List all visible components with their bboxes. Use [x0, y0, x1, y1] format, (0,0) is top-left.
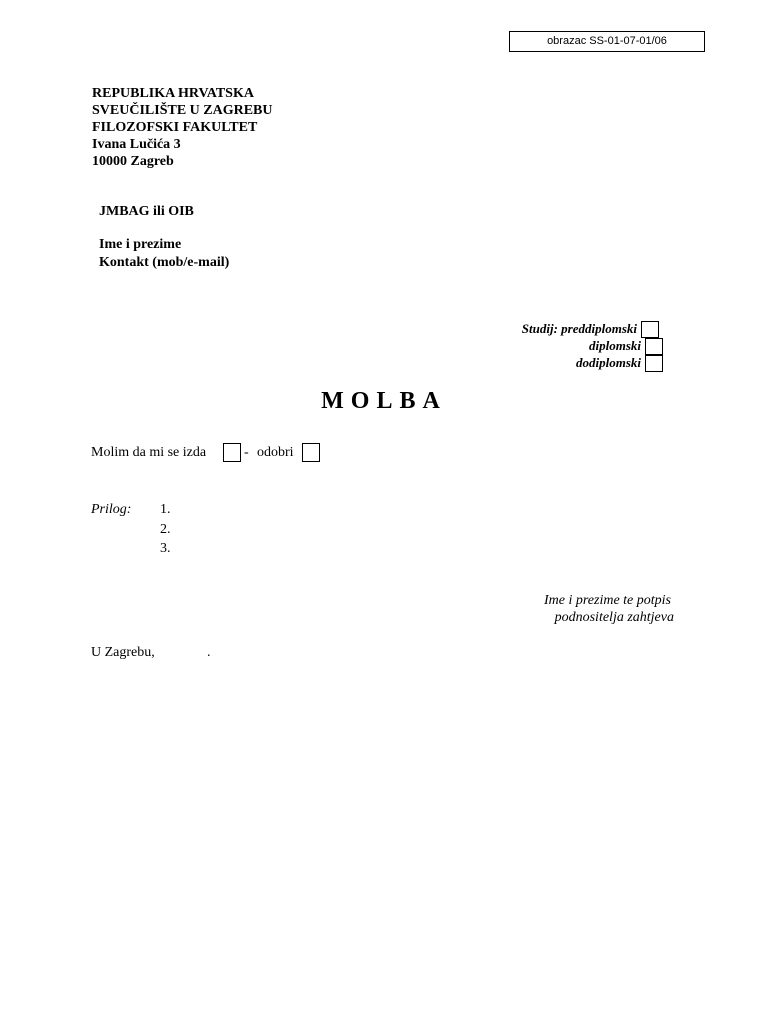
form-code-box: obrazac SS-01-07-01/06: [509, 31, 705, 52]
request-odobri-text: odobri: [257, 445, 294, 460]
izda-checkbox[interactable]: [223, 443, 241, 462]
studij-preddiplomski-checkbox[interactable]: [641, 321, 659, 338]
odobri-checkbox[interactable]: [302, 443, 320, 462]
document-title: MOLBA: [321, 388, 447, 414]
place-label: U Zagrebu,: [91, 645, 155, 660]
studij-dodiplomski-checkbox[interactable]: [645, 355, 663, 372]
date-dot: .: [207, 645, 211, 660]
signature-line-1: Ime i prezime te potpis: [543, 593, 671, 608]
header-line-faculty: FILOZOFSKI FAKULTET: [92, 120, 258, 135]
field-name-label: Ime i prezime: [99, 237, 182, 252]
studij-dodiplomski-label: dodiplomski: [575, 355, 641, 370]
header-line-city: 10000 Zagreb: [92, 154, 174, 169]
header-line-street: Ivana Lučića 3: [92, 137, 181, 152]
header-line-university: SVEUČILIŠTE U ZAGREBU: [92, 103, 273, 118]
prilog-item-2: 2.: [160, 522, 171, 537]
field-contact-label: Kontakt (mob/e-mail): [99, 255, 230, 270]
header-line-country: REPUBLIKA HRVATSKA: [92, 86, 254, 101]
studij-diplomski-checkbox[interactable]: [645, 338, 663, 355]
prilog-item-3: 3.: [160, 541, 171, 556]
prilog-label: Prilog:: [91, 502, 132, 517]
request-prefix-text: Molim da mi se izda: [91, 445, 207, 460]
request-dash: -: [244, 445, 249, 460]
field-jmbag-label: JMBAG ili OIB: [99, 204, 194, 219]
studij-preddiplomski-label: Studij: preddiplomski: [521, 321, 637, 336]
institution-header: [92, 85, 273, 170]
prilog-item-1: 1.: [160, 502, 171, 517]
studij-diplomski-label: diplomski: [588, 338, 641, 353]
signature-line-2: podnositelja zahtjeva: [554, 610, 674, 625]
